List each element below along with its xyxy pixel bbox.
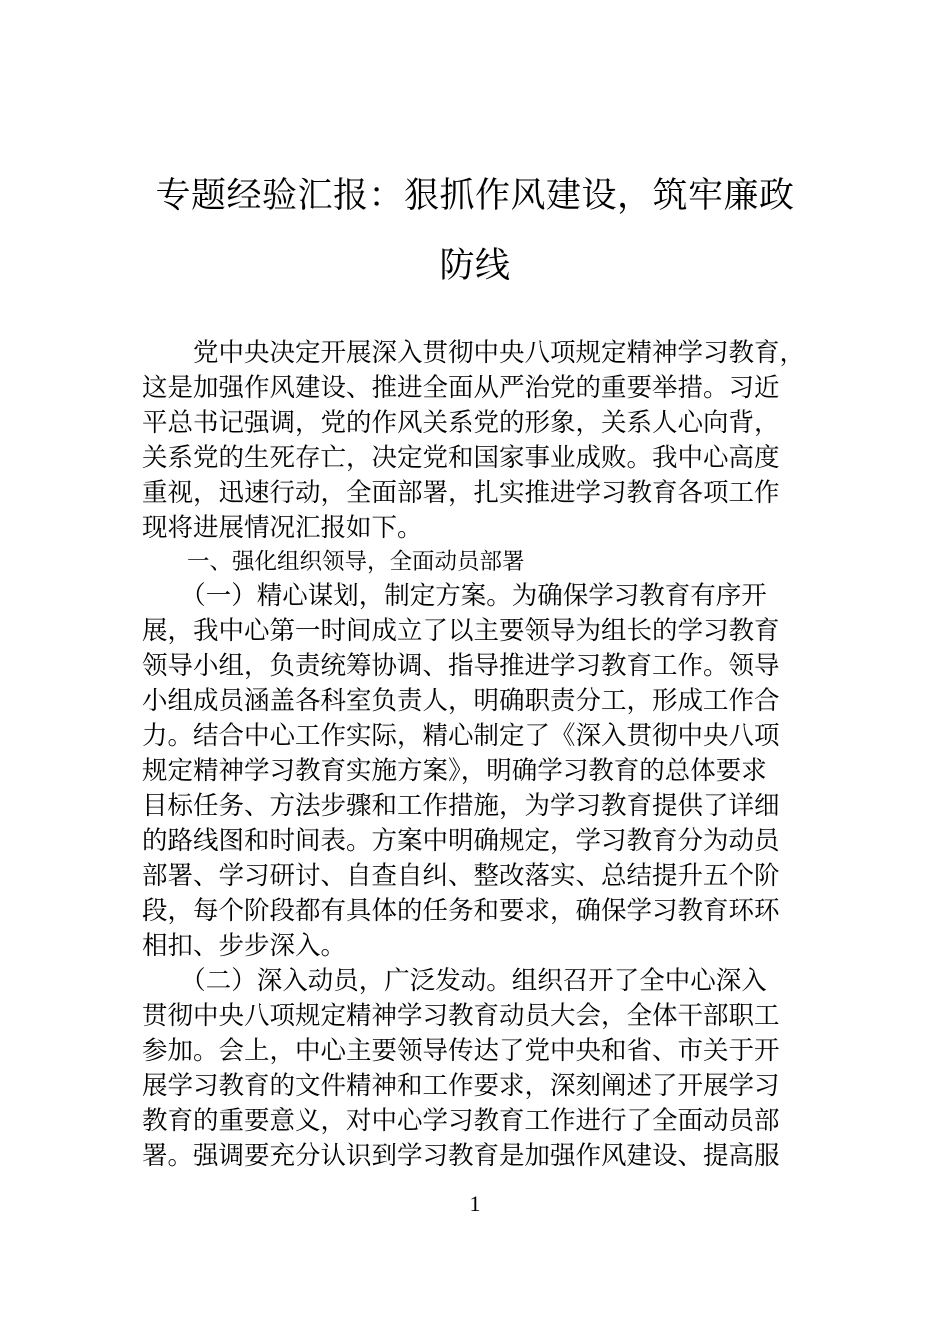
body-line: （二）深入动员，广泛发动。组织召开了全中心深入: [142, 966, 767, 996]
body-line: 这是加强作风建设、推进全面从严治党的重要举措。习近: [142, 373, 780, 403]
document-title-line-1: 专题经验汇报：狠抓作风建设，筑牢廉政: [155, 176, 795, 216]
body-line: 重视，迅速行动，全面部署，扎实推进学习教育各项工作: [142, 478, 780, 508]
body-line: 力。结合中心工作实际，精心制定了《深入贯彻中央八项: [142, 721, 780, 751]
body-line: 目标任务、方法步骤和工作措施，为学习教育提供了详细: [142, 791, 780, 821]
body-line: 领导小组，负责统筹协调、指导推进学习教育工作。领导: [142, 651, 780, 681]
body-line: 的路线图和时间表。方案中明确规定，学习教育分为动员: [142, 826, 780, 856]
body-line: 平总书记强调，党的作风关系党的形象，关系人心向背，: [142, 408, 780, 438]
body-line: 部署、学习研讨、自查自纠、整改落实、总结提升五个阶: [142, 861, 780, 891]
body-line: 规定精神学习教育实施方案》，明确学习教育的总体要求: [142, 756, 767, 786]
body-line: 小组成员涵盖各科室负责人，明确职责分工，形成工作合: [142, 686, 780, 716]
body-line: 参加。会上，中心主要领导传达了党中央和省、市关于开: [142, 1036, 780, 1066]
page-number: 1: [469, 1191, 481, 1216]
body-line: 贯彻中央八项规定精神学习教育动员大会，全体干部职工: [142, 1001, 780, 1031]
section-heading: 一、强化组织领导，全面动员部署: [142, 549, 525, 575]
body-line: 现将进展情况汇报如下。: [142, 513, 423, 543]
body-line: 段，每个阶段都有具体的任务和要求，确保学习教育环环: [142, 896, 780, 926]
document-title-line-2: 防线: [439, 246, 511, 286]
body-line: 教育的重要意义，对中心学习教育工作进行了全面动员部: [142, 1106, 780, 1136]
body-line: 党中央决定开展深入贯彻中央八项规定精神学习教育，: [142, 338, 806, 368]
body-line: （一）精心谋划，制定方案。为确保学习教育有序开: [142, 581, 767, 611]
body-line: 署。强调要充分认识到学习教育是加强作风建设、提高服: [142, 1141, 780, 1171]
body-line: 关系党的生死存亡，决定党和国家事业成败。我中心高度: [142, 443, 780, 473]
body-line: 展，我中心第一时间成立了以主要领导为组长的学习教育: [142, 616, 780, 646]
body-line: 展学习教育的文件精神和工作要求，深刻阐述了开展学习: [142, 1071, 780, 1101]
body-line: 相扣、步步深入。: [142, 931, 347, 961]
